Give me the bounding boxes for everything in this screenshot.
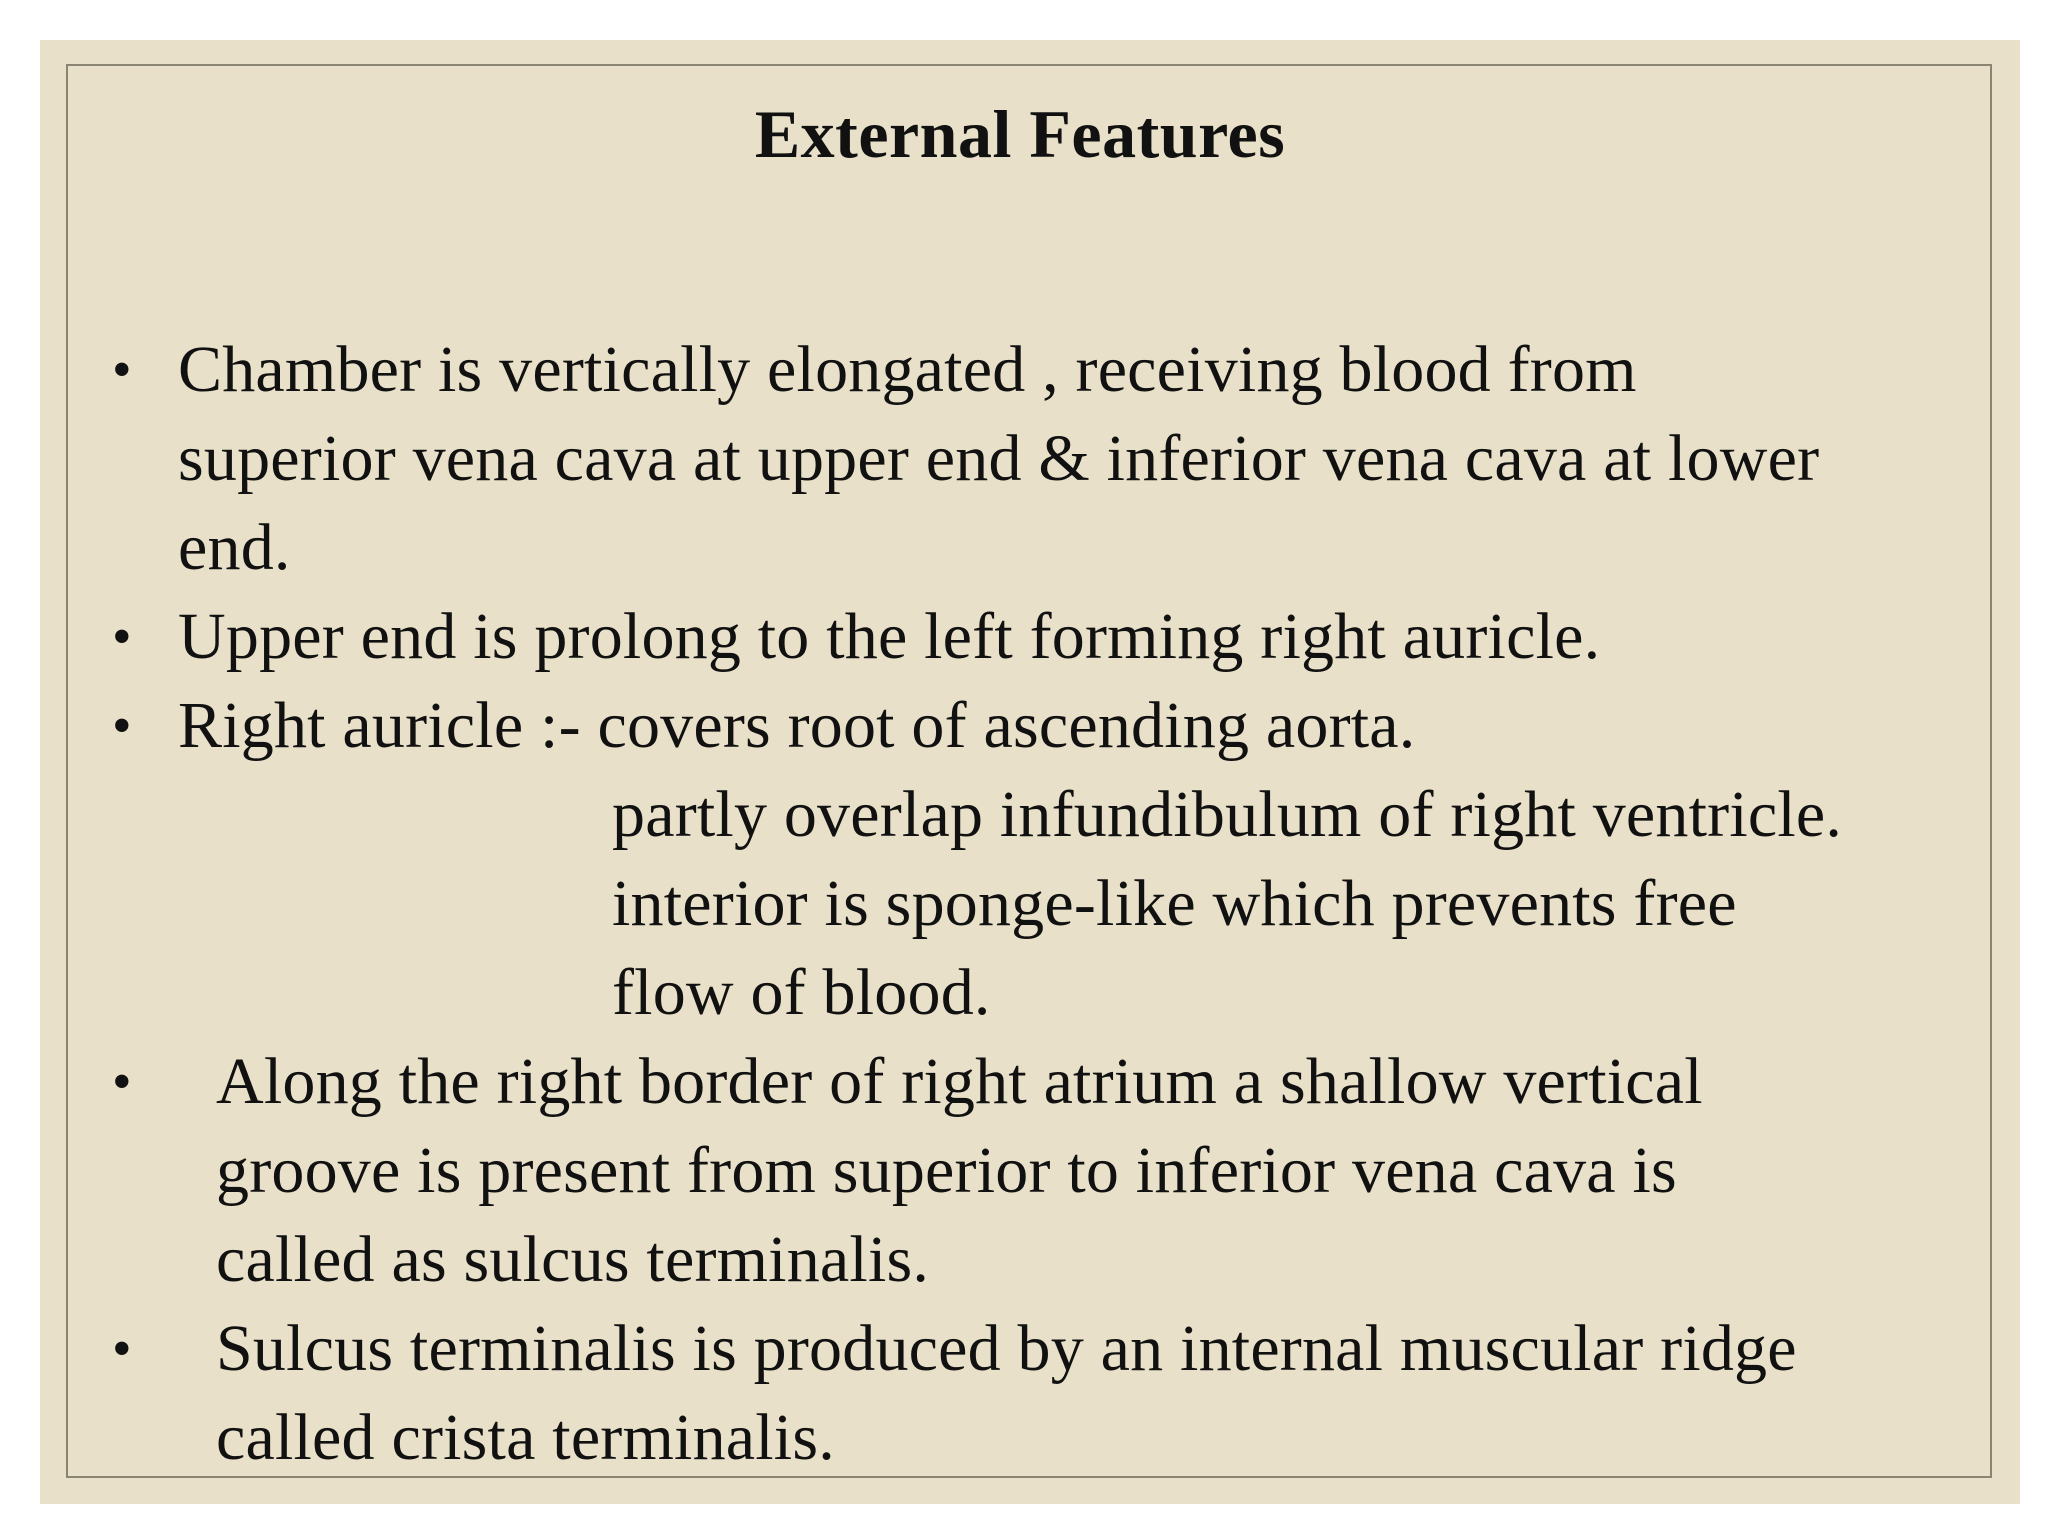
bullet-marker-3: • bbox=[112, 695, 132, 757]
bullet-marker-1: • bbox=[112, 339, 132, 401]
bullet-4-line-3: called as sulcus terminalis. bbox=[216, 1223, 930, 1296]
bullet-3-line-2: partly overlap infundibulum of right ventricle. bbox=[612, 778, 1843, 851]
bullet-marker-5: • bbox=[112, 1318, 132, 1380]
bullet-marker-4: • bbox=[112, 1051, 132, 1113]
slide bbox=[40, 40, 2020, 1504]
bullet-2-line-1: Upper end is prolong to the left forming right auricle. bbox=[178, 600, 1601, 673]
bullet-5-line-2: called crista terminalis. bbox=[216, 1401, 835, 1474]
bullet-5-line-1: Sulcus terminalis is produced by an internal muscular ridge bbox=[216, 1312, 1797, 1385]
bullet-4-line-2: groove is present from superior to inferior vena cava is bbox=[216, 1134, 1677, 1207]
bullet-marker-2: • bbox=[112, 606, 132, 668]
bullet-1-line-2: superior vena cava at upper end & inferior vena cava at lower bbox=[178, 422, 1820, 495]
bullet-4-line-1: Along the right border of right atrium a shallow vertical bbox=[216, 1045, 1703, 1118]
slide-title: External Features bbox=[754, 96, 1286, 172]
bullet-3-line-1: Right auricle :- covers root of ascending aorta. bbox=[178, 689, 1416, 762]
bullet-3-line-4: flow of blood. bbox=[612, 956, 991, 1029]
bullet-1-line-3: end. bbox=[178, 511, 291, 584]
bullet-1-line-1: Chamber is vertically elongated , receiving blood from bbox=[178, 333, 1637, 406]
bullet-3-line-3: interior is sponge-like which prevents free bbox=[612, 867, 1737, 940]
